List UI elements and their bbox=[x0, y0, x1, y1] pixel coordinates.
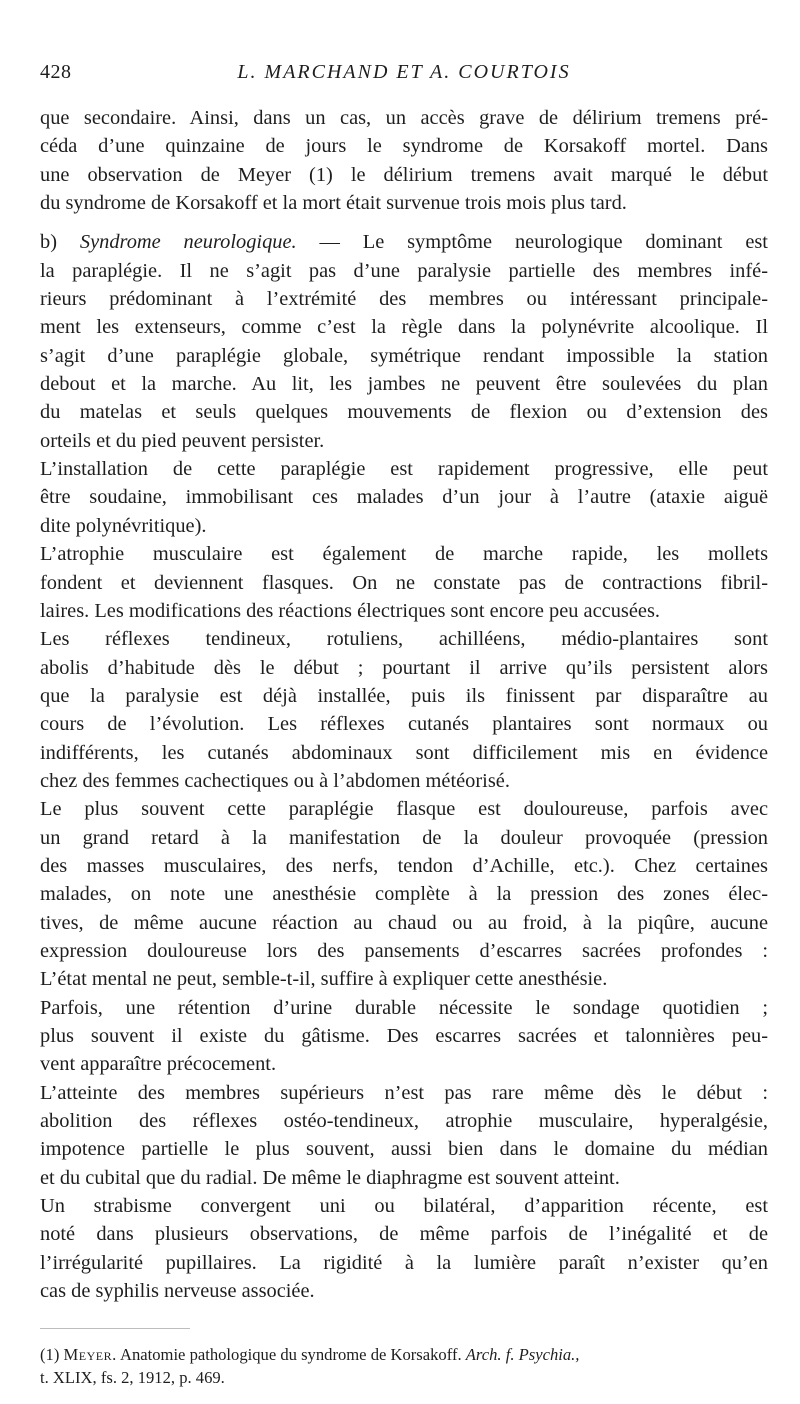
text-line: abolition des réflexes ostéo-tendineux, atrophie musculaire, hyperalgésie, bbox=[40, 1110, 768, 1133]
text-line: plus souvent il existe du gâtisme. Des escarres sacrées et talonnières peu- bbox=[40, 1025, 768, 1047]
body-text bbox=[40, 104, 768, 1305]
paragraph-2 bbox=[40, 228, 768, 455]
text-line: des masses musculaires, des nerfs, tendon d’Achille, etc.). Chez certaines bbox=[40, 854, 768, 877]
text-line: que la paralysie est déjà installée, puis ils finissent par disparaître au bbox=[40, 684, 768, 707]
footnote-author: Meyer. bbox=[63, 1345, 117, 1364]
text-line: du matelas et seuls quelques mouvements de flexion ou d’extension des bbox=[40, 401, 768, 424]
text-line: impotence partielle le plus souvent, aussi bien dans le domaine du médian bbox=[40, 1138, 768, 1161]
text-line: dite polynévritique). bbox=[40, 514, 207, 537]
paragraph-7 bbox=[40, 994, 768, 1079]
text-line: abolis d’habitude dès le début ; pourtant il arrive qu’ils persistent alors bbox=[40, 656, 768, 679]
text-line: ment les extenseurs, comme c’est la règle dans la polynévrite alcoolique. Il bbox=[40, 316, 768, 339]
text-line: debout et la marche. Au lit, les jambes ne peuvent être soulevées du plan bbox=[40, 373, 768, 396]
text-line: être soudaine, immobilisant ces malades d’un jour à l’autre (ataxie aiguë bbox=[40, 486, 768, 509]
paragraph-8 bbox=[40, 1079, 768, 1192]
text-line: l’irrégularité pupillaires. La rigidité à la lumière paraît n’exister qu’en bbox=[40, 1251, 768, 1274]
text-line: que secondaire. Ainsi, dans un cas, un accès grave de délirium tremens pré- bbox=[40, 107, 768, 129]
paragraph-3 bbox=[40, 455, 768, 540]
text-line: la paraplégie. Il ne s’agit pas d’une paralysie partielle des membres infé- bbox=[40, 259, 768, 282]
text-fragment: — Le symptôme neurologique dominant est bbox=[319, 231, 768, 254]
text-line: expression douloureuse lors des pansements d’escarres sacrées profondes : bbox=[40, 939, 768, 962]
text-line: Le plus souvent cette paraplégie flasque est douloureuse, parfois avec bbox=[40, 798, 768, 821]
text-line: Un strabisme convergent uni ou bilatéral, d’apparition récente, est bbox=[40, 1195, 768, 1218]
text-line: chez des femmes cachectiques ou à l’abdomen météorisé. bbox=[40, 769, 510, 792]
text-line: un grand retard à la manifestation de la douleur provoquée (pression bbox=[40, 826, 768, 849]
paragraph-6 bbox=[40, 795, 768, 993]
section-heading: Syndrome neurologique. bbox=[79, 231, 297, 254]
page-number: 428 bbox=[40, 61, 72, 83]
footnote-divider bbox=[40, 1328, 190, 1329]
text-line: rieurs prédominant à l’extrémité des membres ou intéressant principale- bbox=[40, 288, 768, 311]
text-line: L’état mental ne peut, semble-t-il, suffire à expliquer cette anesthésie. bbox=[40, 968, 608, 991]
text-line: L’installation de cette paraplégie est rapidement progressive, elle peut bbox=[40, 458, 768, 481]
paragraph-5 bbox=[40, 625, 768, 795]
text-line: Les réflexes tendineux, rotuliens, achilléens, médio-plantaires sont bbox=[40, 628, 768, 651]
text-line: fondent et deviennent flasques. On ne constate pas de contractions fibril- bbox=[40, 571, 768, 594]
paragraph-9 bbox=[40, 1192, 768, 1305]
text-line: et du cubital que du radial. De même le diaphragme est souvent atteint. bbox=[40, 1166, 620, 1189]
paragraph-1 bbox=[40, 104, 768, 217]
text-line: Parfois, une rétention d’urine durable nécessite le sondage quotidien ; bbox=[40, 996, 768, 1019]
footnote-marker: (1) bbox=[40, 1345, 60, 1364]
running-title: L. MARCHAND ET A. COURTOIS bbox=[237, 61, 571, 83]
text-line: L’atrophie musculaire est également de marche rapide, les mollets bbox=[40, 543, 768, 566]
text-line: L’atteinte des membres supérieurs n’est pas rare même dès le début : bbox=[40, 1081, 768, 1104]
text-line: noté dans plusieurs observations, de même parfois de l’inégalité et de bbox=[40, 1223, 768, 1246]
footnote-journal: Arch. f. Psychia., bbox=[465, 1345, 580, 1364]
page-header bbox=[40, 61, 768, 91]
paragraph-4 bbox=[40, 540, 768, 625]
text-line: une observation de Meyer (1) le délirium tremens avait marqué le début bbox=[40, 163, 768, 186]
text-line: céda d’une quinzaine de jours le syndrome de Korsakoff mortel. Dans bbox=[40, 135, 768, 158]
text-line: cours de l’évolution. Les réflexes cutanés plantaires sont normaux ou bbox=[40, 713, 768, 736]
footnote-text: Anatomie pathologique du syndrome de Korsakoff. bbox=[119, 1345, 462, 1364]
section-label: b) bbox=[40, 231, 57, 254]
text-line: vent apparaître précocement. bbox=[40, 1053, 277, 1076]
text-line: indifférents, les cutanés abdominaux sont difficilement mis en évidence bbox=[40, 741, 768, 764]
text-line bbox=[40, 228, 768, 256]
text-line: cas de syphilis nerveuse associée. bbox=[40, 1280, 315, 1303]
text-line: tives, de même aucune réaction au chaud ou au froid, à la piqûre, aucune bbox=[40, 911, 768, 934]
text-line: orteils et du pied peuvent persister. bbox=[40, 429, 325, 452]
footnote-line: t. XLIX, fs. 2, 1912, p. 469. bbox=[40, 1368, 225, 1387]
footnote-line bbox=[40, 1343, 768, 1366]
text-line: laires. Les modifications des réactions électriques sont encore peu accusées. bbox=[40, 599, 660, 622]
text-line: s’agit d’une paraplégie globale, symétrique rendant impossible la station bbox=[40, 344, 768, 367]
footnote bbox=[40, 1343, 768, 1389]
text-line: du syndrome de Korsakoff et la mort était survenue trois mois plus tard. bbox=[40, 192, 627, 215]
text-line: malades, on note une anesthésie complète à la pression des zones élec- bbox=[40, 883, 768, 906]
